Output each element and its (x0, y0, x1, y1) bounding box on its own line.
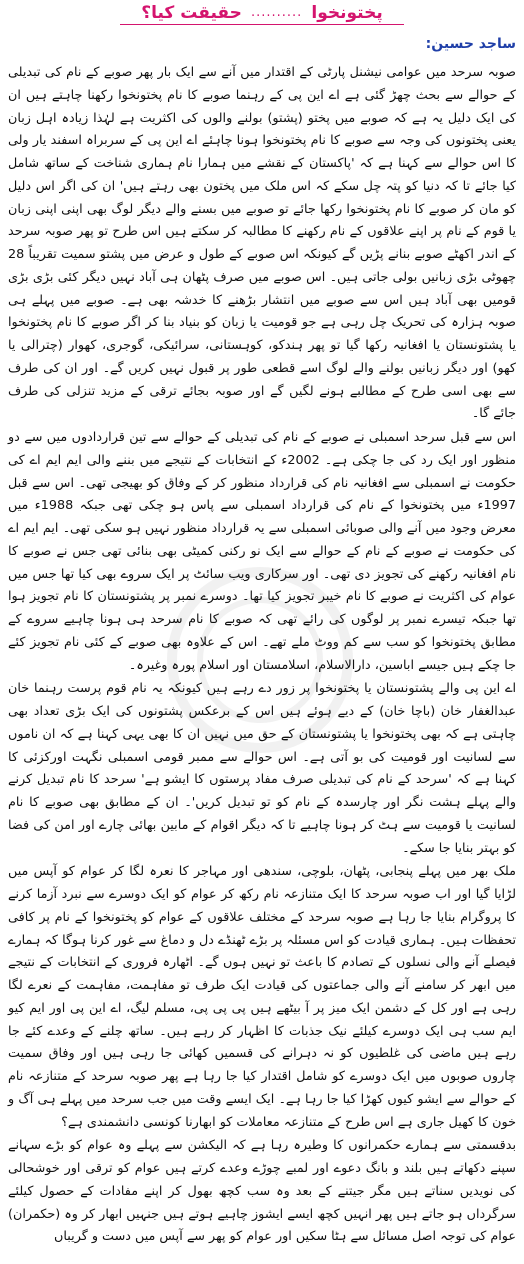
article-body (8, 62, 516, 1249)
paragraph-3: اے این پی والے پشتونستان یا پختونخوا پر زور دے رہے ہیں کیونکہ یہ نام قوم پرست رہنما خان عبدالغفار خان (باچا خان) کے دیے ہوئے ہیں اس کے برعکس پشتونوں کی ایک بڑی تعداد بھی چاہتی ہے کہ بھی پختونخوا یا پشتونستان کے حق میں نہیں ان کا بھی یہی کہنا ہے کہ ان ناموں سے لسانیت اور قومیت کی بو آتی ہے۔ اس حوالے سے ممبر قومی اسمبلی نگہت اورکزئی کا کہنا ہے کہ 'سرحد کے نام کی تبدیلی صرف مفاد پرستوں کا ایشو ہے' سرحد کا نام تبدیل کرنے والے پہلے ہشت نگر اور چارسدہ کے نام کو تو تبدیل کریں'۔ ان کے مطابق بھی صوبے کا نام لسانیت یا قومیت سے ہٹ کر ہونا چاہیے تا کہ دیگر اقوام کے مابین بھائی چارے اور امن کی فضا کو بہتر بنایا جا سکے۔ (8, 681, 516, 856)
paragraph-2: اس سے قبل سرحد اسمبلی نے صوبے کے نام کی تبدیلی کے حوالے سے تین قراردادوں میں سے دو منظور اور ایک رد کی جا چکی ہے۔ 2002ء کے انتخابات کے نتیجے میں بننے والی ایم ایم اے کی حکومت نے اسمبلی سے افغانیہ نام کی قرارداد منظور کر کے وفاق کو بھیجی تھی۔ اس سے قبل 1997ء میں پختونخوا کے نام کی قرارداد اسمبلی سے پاس ہو چکی تھی جبکہ 1988ء میں معرض وجود میں آنے والی صوبائی اسمبلی سے یہ قرارداد منظور نہیں ہو سکی تھی۔ ایم ایم اے کی حکومت نے صوبے کے نام کے حوالے سے ایک نو رکنی کمیٹی بھی بنائی تھی جس نے صوبے کا نام افغانیہ رکھنے کی تجویز دی تھی۔ اور سرکاری ویب سائٹ پر ایک سروے بھی کیا تھا جس میں عوام کی اکثریت نے صوبے کا نام خیبر تجویز کیا تھا۔ دوسرے نمبر پر پشتونستان کا نام تجویز ہوا تھا جبکہ تیسرے نمبر پر لوگوں کی رائے تھی کہ صوبے کا نام سرحد ہی ہونا چاہیے سروے کے مطابق پختونخوا کو سب سے کم ووٹ ملے تھے۔ اس کے علاوہ بھی صوبے کے کئی نام تجویز کئے جا چکے ہیں جیسے اباسین، دارالاسلام، اسلامستان اور اسلام پورہ وغیرہ۔ (8, 430, 517, 673)
paragraph-5: بدقسمتی سے ہمارے حکمرانوں کا وطیرہ رہا ہے کہ الیکشن سے پہلے وہ عوام کو بڑے سہانے سپنے دکھاتے ہیں بلند و بانگ دعوے اور لمبے چوڑے وعدے کرتے ہیں عوام کو ترقی اور خوشحالی کی نویدیں سناتے ہیں مگر جیتنے کے بعد وہ سب کچھ بھول کر اپنے مفادات کے حصول کیلئے سرگرداں ہو جاتے ہیں پھر انہیں کچھ ایسے ایشوز چاہیے ہوتے ہیں جنہیں ابھار کر وہ (حکمران) عوام کی توجہ اصل مسائل سے ہٹا سکیں اور عوام کو پھر سے آپس میں دست و گریباں (8, 1138, 516, 1245)
article-title (0, 2, 524, 23)
paragraph-4: ملک بھر میں پہلے پنجابی، پٹھان، بلوچی، سندھی اور مہاجر کا نعرہ لگا کر عوام کو آپس میں لڑایا گیا اور اب صوبہ سرحد کا ایک متنازعہ نام رکھ کر عوام کو ایک دوسرے سے نبرد آزما کرنے کا پروگرام بنایا جا رہا ہے صوبہ سرحد کے مختلف علاقوں کے عوام کو پختونخوا کے نام پر کافی تحفظات ہیں۔ ہماری قیادت کو اس مسئلہ پر بڑے ٹھنڈے دل و دماغ سے غور کرنا ہوگا کہ ہمارے فیصلے آنے والی نسلوں کے تصادم کا باعث تو نہیں ہوں گے۔ اٹھارہ فروری کے انتخابات کے نتیجے میں ابھر کر سامنے آنے والی جماعتوں کی قیادت ایک طرف تو مفاہمت، مفاہمت کے نعرے لگا رہی ہے اور کل کے دشمن ایک میز پر آ بیٹھے ہیں پی پی پی، مسلم لیگ، اے این پی اور ایم کیو ایم سب ہی ایک دوسرے کیلئے نیک جذبات کا اظہار کر رہے ہیں۔ ساتھ چلنے کے وعدے کئے جا رہے ہیں ماضی کی غلطیوں کو نہ دہرانے کی قسمیں کھائی جا رہی ہیں اور وفاق سمیت چاروں صوبوں میں ایک دوسرے کو شامل اقتدار کیا جا رہا ہے پھر صوبہ سرحد کے متنازعہ نام کے حوالے سے ایشو کیوں کھڑا کیا جا رہا ہے۔ ایک ایسے وقت میں جب سرحد میں پہلے ہی آگ و خون کا کھیل جاری ہے اس طرح کے متنازعہ معاملات کو ابھارنا کونسی دانشمندی ہے؟ (8, 864, 516, 1130)
paragraph-1: صوبہ سرحد میں عوامی نیشنل پارٹی کے اقتدار میں آنے سے ایک بار پھر صوبے کے نام کی تبدیلی کے حوالے سے بحث چھڑ گئی ہے اے این پی کے رہنما صوبے کا نام پختونخوا رکھنا چاہتے ہیں ان کی ایک دلیل یہ ہے کہ صوبے میں پختو (پشتو) بولنے والوں کی اکثریت ہے لہٰذا زیادہ اہل زبان یعنی پختونوں کی وجہ سے صوبے کا نام پختونخوا ہونا چاہئے اے این پی کے سربراہ اسفند یار ولی کا اس حوالے سے کہنا ہے کہ 'پاکستان کے نقشے میں ہمارا نام ہماری شناخت کے ساتھ شامل کیا جائے تا کہ دنیا کو پتہ چل سکے کہ اس ملک میں پختون بھی رہتے ہیں' ان کی اگر اس دلیل کو مان کر صوبے کا نام پختونخوا رکھا جائے تو صوبے میں بسنے والے دیگر لوگ بھی اپنی اپنی زبان یا قوم کے نام پر اپنے علاقوں کے نام رکھنے کا مطالبہ کر سکتے ہیں اس طرح تو پھر صوبہ سرحد کے اندر اکھٹے صوبے بنانے پڑیں گے کیونکہ اس صوبے کے طول و عرض میں پشتو سمیت تقریباً 28 چھوٹی بڑی زبانیں بولی جاتی ہیں۔ اس صوبے میں صرف پٹھان ہی آباد نہیں دیگر کئی بڑی بڑی قومیں بھی آباد ہیں اس سے صوبے میں انتشار بڑھنے کا خدشہ بھی ہے۔ صوبے میں پہلے ہی صوبہ ہزارہ کی تحریک چل رہی ہے جو قومیت یا زبان کو بنیاد بنا کر اگر صوبے کا نام پختونخوا یا پشتونستان یا افغانیہ رکھا گیا تو پھر ہندکو، کوہستانی، سرائیکی، گوجری، کھوار (چترالی یا کھو) اور دیگر زبانیں بولنے والے لوگ اسے قطعی طور پر قبول نہیں کریں گے۔ اور ان کی طرف سے بھی اسی طرح کے مطالبے ہونے لگیں گے اور صوبہ بجائے ترقی کے مزید تنزلی کی طرف جائے گا۔ (8, 65, 516, 422)
title-dots: .......... (250, 5, 303, 20)
title-underline (120, 24, 404, 25)
title-main: پختونخوا (311, 2, 383, 23)
title-subtitle: حقیقت کیا؟ (141, 2, 242, 23)
author-byline: ساجد حسین: (425, 36, 516, 52)
